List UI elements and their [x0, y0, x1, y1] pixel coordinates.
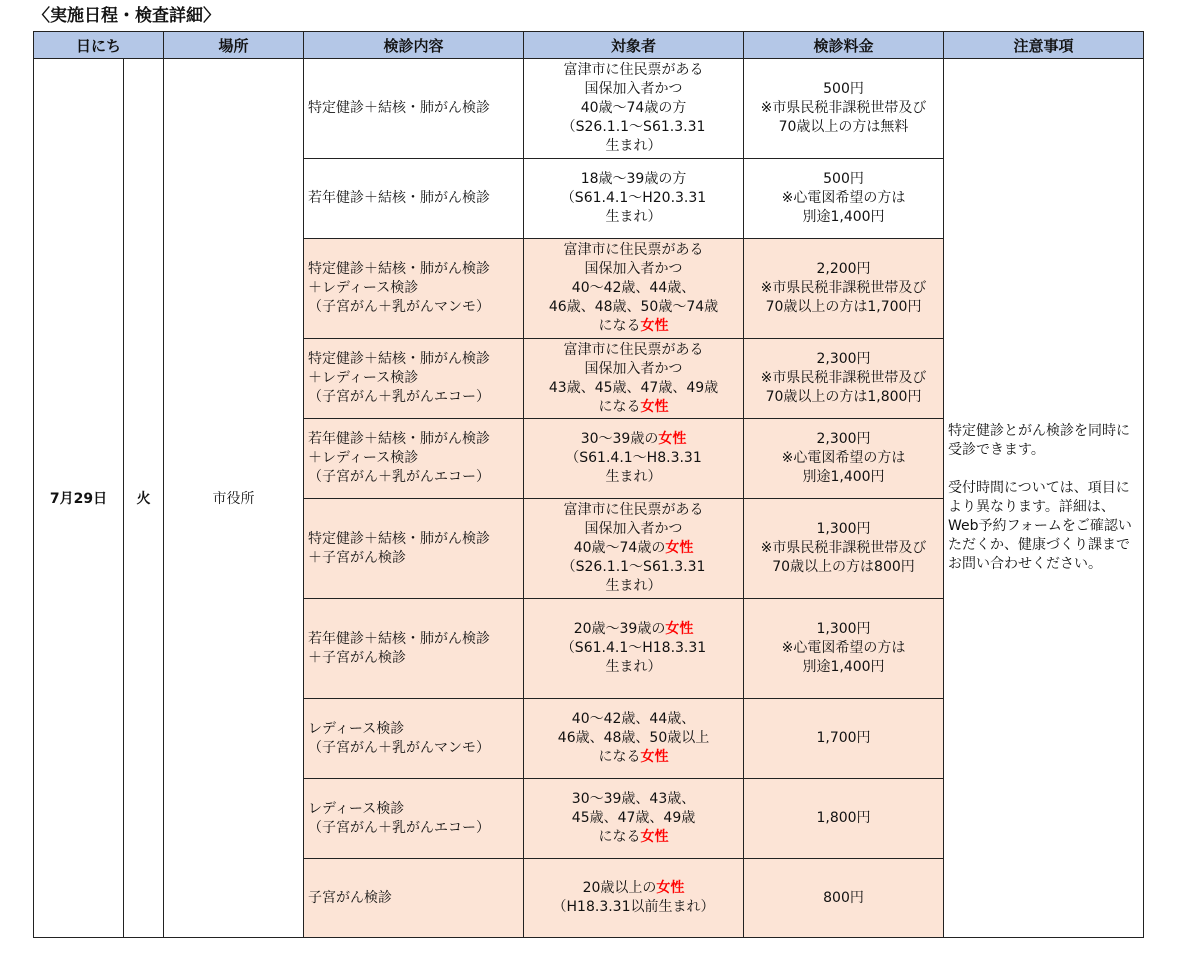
- header-row: [34, 32, 1144, 59]
- target-cell: [524, 499, 744, 599]
- fee-line: ※市県民税非課税世帯及び: [760, 540, 927, 556]
- target-line: （S61.4.1～H8.3.31: [565, 450, 702, 466]
- fee-line: 別途1,400円: [802, 209, 885, 225]
- target-line: 国保加入者かつ: [584, 81, 683, 97]
- target-line: 生まれ）: [605, 659, 662, 675]
- target-text: になる: [598, 829, 641, 845]
- target-text: 30～39歳の: [580, 431, 659, 447]
- target-line: 40～42歳、44歳、: [571, 711, 696, 727]
- content-line: ＋レディース検診: [308, 450, 419, 466]
- content-line: （子宮がん＋乳がんエコー）: [308, 389, 491, 405]
- content-cell: [304, 599, 524, 699]
- fee-line: 2,200円: [816, 261, 871, 277]
- target-cell: [524, 339, 744, 419]
- content-line: 特定健診＋結核・肺がん検診: [308, 530, 491, 547]
- header-target: 対象者: [524, 32, 744, 59]
- content-line: ＋子宮がん検診: [308, 549, 407, 566]
- target-text: になる: [598, 398, 641, 415]
- content-cell: [304, 239, 524, 339]
- target-line: [524, 828, 743, 847]
- target-line: 40歳～74歳の方: [580, 100, 687, 116]
- notes-paragraph-2: 受付時間については、項目により異なります。詳細は、Web予約フォームをご確認いただくか、健康づくり課までお問い合わせください。: [948, 480, 1132, 572]
- target-cell: [524, 699, 744, 779]
- notes-cell: [944, 59, 1144, 938]
- target-line: （S26.1.1～S61.3.31: [561, 119, 706, 135]
- fee-line: ※心電図希望の方は: [781, 640, 906, 656]
- fee-cell: [744, 59, 944, 159]
- fee-line: ※市県民税非課税世帯及び: [760, 100, 927, 116]
- content-line: 特定健診＋結核・肺がん検診: [308, 351, 491, 367]
- female-highlight: 女性: [665, 540, 694, 556]
- content-cell: [304, 499, 524, 599]
- fee-line: ※心電図希望の方は: [781, 450, 906, 466]
- target-line: （S61.4.1～H20.3.31: [560, 190, 707, 206]
- target-line: 46歳、48歳、50歳以上: [557, 730, 710, 746]
- fee-cell: [744, 779, 944, 859]
- target-line: 国保加入者かつ: [584, 521, 683, 537]
- fee-line: ※市県民税非課税世帯及び: [760, 370, 927, 386]
- content-cell: [304, 699, 524, 779]
- target-line: [524, 748, 743, 767]
- fee-cell: [744, 339, 944, 419]
- fee-cell: [744, 599, 944, 699]
- target-line: 生まれ）: [605, 469, 662, 485]
- target-line: [524, 539, 743, 558]
- header-notes: 注意事項: [944, 32, 1144, 59]
- content-line: 若年健診＋結核・肺がん検診: [308, 431, 491, 447]
- target-text: になる: [598, 318, 641, 334]
- target-text: になる: [598, 749, 641, 765]
- female-highlight: 女性: [640, 398, 669, 415]
- target-line: 生まれ）: [605, 138, 662, 154]
- target-line: 生まれ）: [605, 578, 662, 594]
- content-cell: [304, 59, 524, 159]
- target-cell: [524, 419, 744, 499]
- target-text: 20歳～39歳の: [573, 621, 666, 637]
- female-highlight: 女性: [665, 621, 694, 637]
- header-place: 場所: [164, 32, 304, 59]
- target-line: 43歳、45歳、47歳、49歳: [548, 379, 719, 396]
- content-line: ＋レディース検診: [308, 280, 419, 296]
- female-highlight: 女性: [658, 431, 687, 447]
- target-line: 30～39歳、43歳、: [571, 791, 696, 807]
- target-line: （S61.4.1～H18.3.31: [560, 640, 707, 656]
- fee-line: 500円: [823, 81, 864, 97]
- fee-line: ※市県民税非課税世帯及び: [760, 280, 927, 296]
- fee-line: ※心電図希望の方は: [781, 190, 906, 206]
- content-line: ＋レディース検診: [308, 370, 419, 386]
- content-line: （子宮がん＋乳がんエコー）: [308, 819, 491, 836]
- target-line: [524, 879, 743, 898]
- content-line: （子宮がん＋乳がんマンモ）: [308, 299, 491, 315]
- target-line: 45歳、47歳、49歳: [571, 810, 696, 826]
- female-highlight: 女性: [640, 749, 669, 765]
- fee-cell: [744, 859, 944, 938]
- date-cell: 7月29日: [34, 59, 124, 938]
- day-cell: 火: [124, 59, 164, 938]
- page-title: 〈実施日程・検査詳細〉: [33, 6, 220, 26]
- fee-cell: [744, 239, 944, 339]
- target-line: [524, 398, 743, 417]
- fee-cell: [744, 499, 944, 599]
- fee-cell: [744, 419, 944, 499]
- target-line: 46歳、48歳、50歳～74歳: [548, 299, 719, 315]
- fee-line: 1,300円: [816, 621, 871, 637]
- target-text: 40歳～74歳の: [573, 540, 666, 556]
- target-line: 富津市に住民票がある: [563, 242, 704, 258]
- fee-line: 70歳以上の方は無料: [778, 119, 909, 135]
- fee-line: 2,300円: [816, 351, 871, 367]
- content-cell: [304, 419, 524, 499]
- fee-line: 別途1,400円: [802, 469, 885, 485]
- content-cell: [304, 339, 524, 419]
- content-line: 若年健診＋結核・肺がん検診: [308, 630, 491, 647]
- content-line: （子宮がん＋乳がんマンモ）: [308, 739, 491, 756]
- fee-line: 70歳以上の方は1,700円: [765, 299, 922, 315]
- target-cell: [524, 239, 744, 339]
- target-line: 富津市に住民票がある: [563, 502, 704, 518]
- target-line: 富津市に住民票がある: [563, 62, 704, 78]
- female-highlight: 女性: [640, 318, 669, 334]
- content-line: 特定健診＋結核・肺がん検診: [308, 100, 491, 116]
- notes-paragraph-1: 特定健診とがん検診を同時に受診できます。: [948, 423, 1131, 458]
- target-line: [524, 317, 743, 336]
- content-cell: [304, 779, 524, 859]
- fee-line: 1,300円: [816, 521, 871, 537]
- content-line: レディース検診: [308, 720, 405, 737]
- target-line: （S26.1.1～S61.3.31: [561, 559, 706, 575]
- target-text: 20歳以上の: [582, 880, 657, 896]
- target-cell: [524, 59, 744, 159]
- fee-cell: [744, 699, 944, 779]
- content-line: （子宮がん＋乳がんエコー）: [308, 469, 491, 485]
- target-line: 国保加入者かつ: [584, 360, 683, 377]
- target-cell: [524, 859, 744, 938]
- fee-line: 800円: [823, 889, 864, 906]
- content-line: レディース検診: [308, 800, 405, 817]
- target-line: 生まれ）: [605, 209, 662, 225]
- fee-cell: [744, 159, 944, 239]
- fee-line: 500円: [823, 171, 864, 187]
- target-cell: [524, 159, 744, 239]
- content-line: ＋子宮がん検診: [308, 649, 407, 666]
- target-line: 18歳～39歳の方: [580, 171, 687, 187]
- target-line: 国保加入者かつ: [584, 261, 683, 277]
- fee-line: 1,700円: [816, 730, 871, 746]
- target-line: [524, 620, 743, 639]
- content-cell: [304, 859, 524, 938]
- content-cell: [304, 159, 524, 239]
- target-line: 40～42歳、44歳、: [571, 280, 696, 296]
- content-line: 特定健診＋結核・肺がん検診: [308, 261, 491, 277]
- header-fee: 検診料金: [744, 32, 944, 59]
- fee-line: 70歳以上の方は1,800円: [765, 389, 922, 405]
- target-cell: [524, 599, 744, 699]
- table-row: [34, 59, 1144, 159]
- target-cell: [524, 779, 744, 859]
- place-cell: 市役所: [164, 59, 304, 938]
- fee-line: 1,800円: [816, 810, 871, 826]
- content-line: 若年健診＋結核・肺がん検診: [308, 190, 491, 206]
- fee-line: 別途1,400円: [802, 659, 885, 675]
- target-line: 富津市に住民票がある: [563, 341, 704, 358]
- header-date: 日にち: [34, 32, 164, 59]
- target-line: （H18.3.31以前生まれ）: [552, 899, 715, 915]
- fee-line: 70歳以上の方は800円: [772, 559, 915, 575]
- female-highlight: 女性: [640, 829, 669, 845]
- fee-line: 2,300円: [816, 431, 871, 447]
- header-content: 検診内容: [304, 32, 524, 59]
- target-line: [524, 430, 743, 449]
- content-line: 子宮がん検診: [308, 889, 393, 906]
- female-highlight: 女性: [656, 880, 685, 896]
- schedule-table: [33, 31, 1144, 938]
